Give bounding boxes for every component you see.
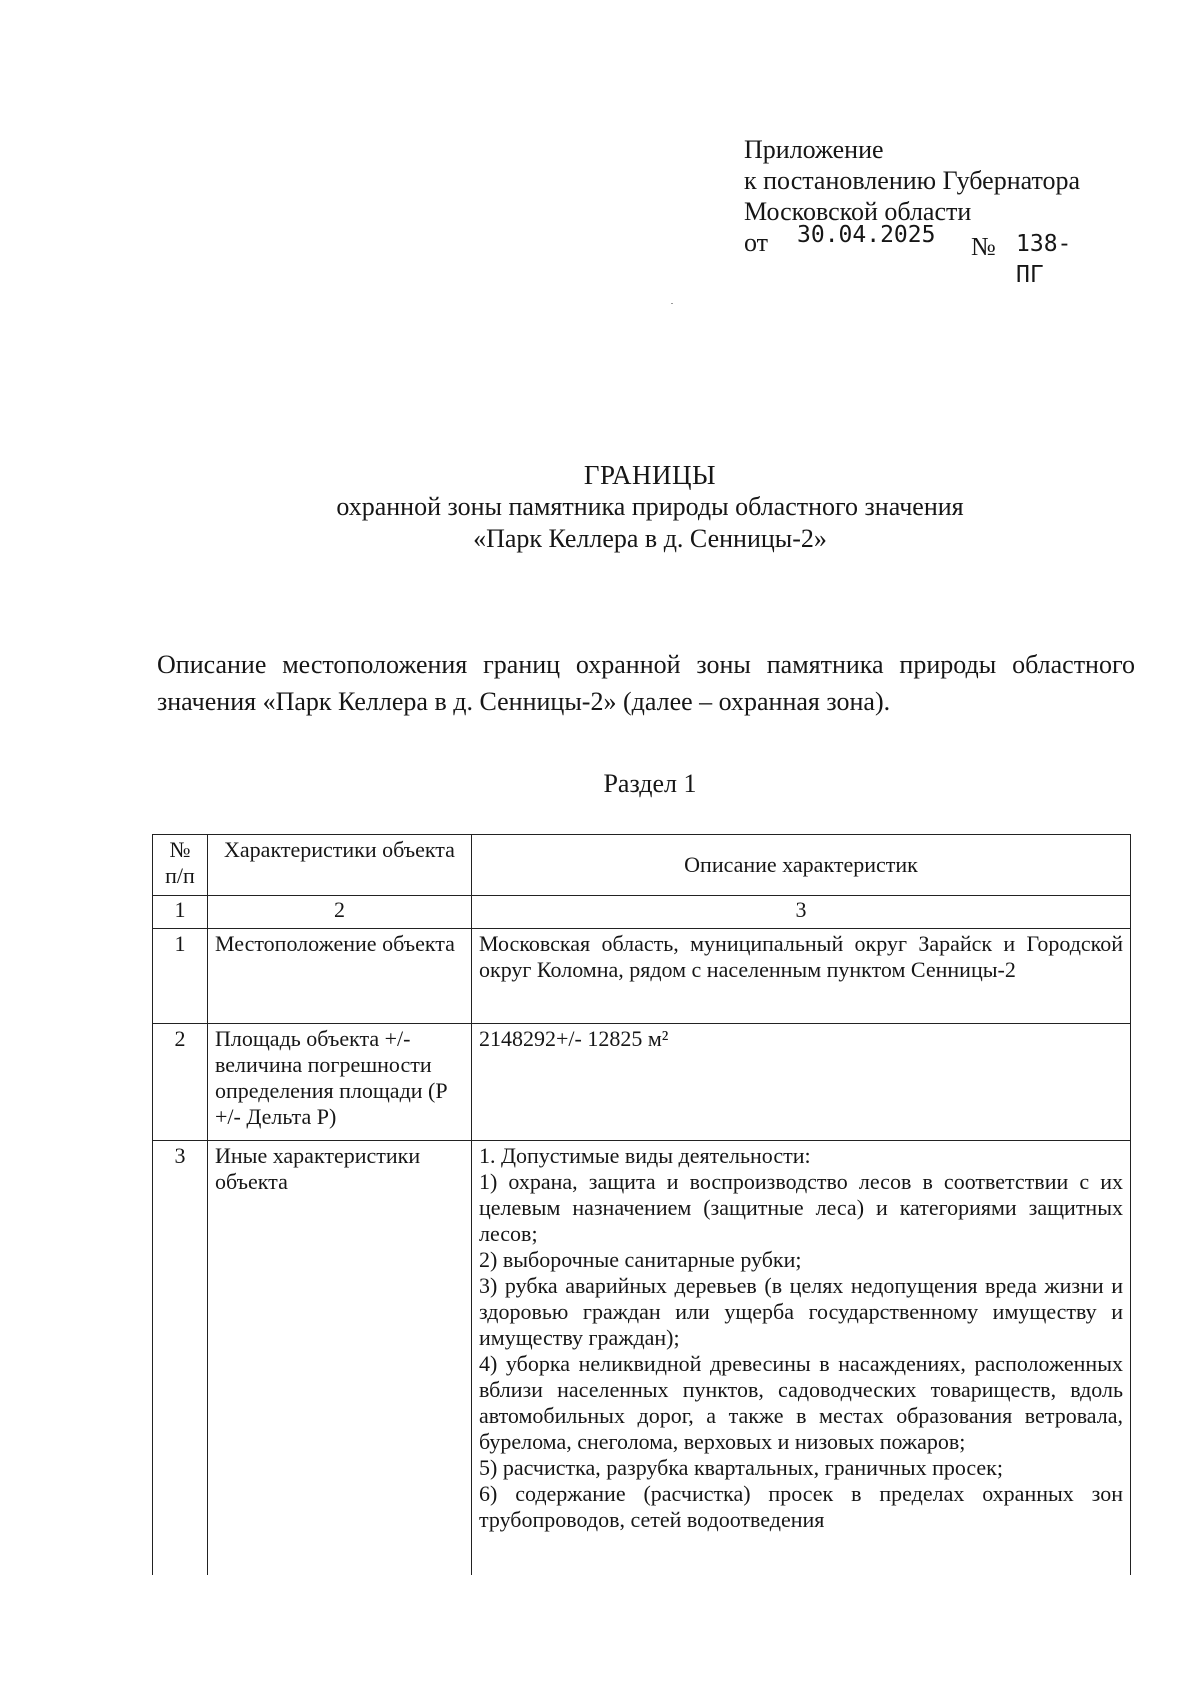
header-characteristic: Характеристики объекта: [208, 835, 472, 896]
column-number: 2: [208, 896, 472, 929]
row-description: 2148292+/- 12825 м²: [472, 1024, 1131, 1141]
row-description: Московская область, муниципальный округ Зарайск и Городской округ Коломна, рядом с населенным пунктом Сенницы-2: [472, 929, 1131, 1024]
column-number: 1: [153, 896, 208, 929]
activity-item: 5) расчистка, разрубка квартальных, граничных просек;: [479, 1455, 1003, 1480]
row-characteristic: Площадь объекта +/- величина погрешности определения площади (P +/- Дельта P): [208, 1024, 472, 1141]
number-sign: №: [971, 232, 996, 261]
table-header-row: [153, 835, 1131, 896]
activity-item: 2) выборочные санитарные рубки;: [479, 1247, 802, 1272]
title-subtitle-2: «Парк Келлера в д. Сенницы-2»: [473, 524, 827, 553]
column-number: 3: [472, 896, 1131, 929]
row-number: 2: [153, 1024, 208, 1141]
title-subtitle-1: охранной зоны памятника природы областного значения: [336, 492, 964, 521]
header-description: Описание характеристик: [472, 835, 1131, 896]
row-characteristic: Иные характеристики объекта: [208, 1141, 472, 1576]
table-row: [153, 929, 1131, 1024]
column-number-row: [153, 896, 1131, 929]
characteristics-table: [152, 834, 1131, 1575]
row-number: 1: [153, 929, 208, 1024]
approval-title: Приложение: [744, 135, 884, 164]
activity-item: 3) рубка аварийных деревьев (в целях недопущения вреда жизни и здоровью граждан или ущерба государственному имуществу и имуществу граждан);: [479, 1273, 1123, 1350]
section-title: Раздел 1: [603, 769, 697, 798]
row-characteristic: Местоположение объекта: [208, 929, 472, 1024]
scan-speck: [671, 303, 673, 304]
activity-heading: 1. Допустимые виды деятельности:: [479, 1143, 811, 1168]
row-number: 3: [153, 1141, 208, 1576]
approval-reference: к постановлению Губернатора: [744, 166, 1081, 195]
activity-item: 6) содержание (расчистка) просек в пределах охранных зон трубопроводов, сетей водоотведения: [479, 1481, 1123, 1532]
row-description: [472, 1141, 1131, 1576]
date-label: от: [744, 228, 769, 257]
title-main: ГРАНИЦЫ: [583, 460, 717, 490]
approval-meta: [744, 222, 1080, 288]
approval-number: 138-ПГ: [1016, 231, 1072, 288]
approval-block: [744, 134, 1081, 288]
table-row: [153, 1024, 1131, 1141]
activity-item: 1) охрана, защита и воспроизводство лесов в соответствии с их целевым назначением (защитные леса) и категориями защитных лесов;: [479, 1169, 1123, 1246]
table-row: [153, 1141, 1131, 1576]
approval-region: Московской области: [744, 197, 972, 226]
activity-item: 4) уборка неликвидной древесины в насаждениях, расположенных вблизи населенных пунктов, садоводческих товариществ, вдоль автомобильных дорог, а также в местах образования ветровала, бурелома, снеголома, верховых и низовых пожаров;: [479, 1351, 1123, 1454]
document-title: [200, 459, 1100, 555]
description-paragraph: Описание местоположения границ охранной зоны памятника природы областного значения «Парк Келлера в д. Сенницы-2» (далее – охранная зона).: [157, 650, 1135, 716]
header-number: № п/п: [153, 835, 208, 896]
approval-date: 30.04.2025: [797, 222, 936, 248]
